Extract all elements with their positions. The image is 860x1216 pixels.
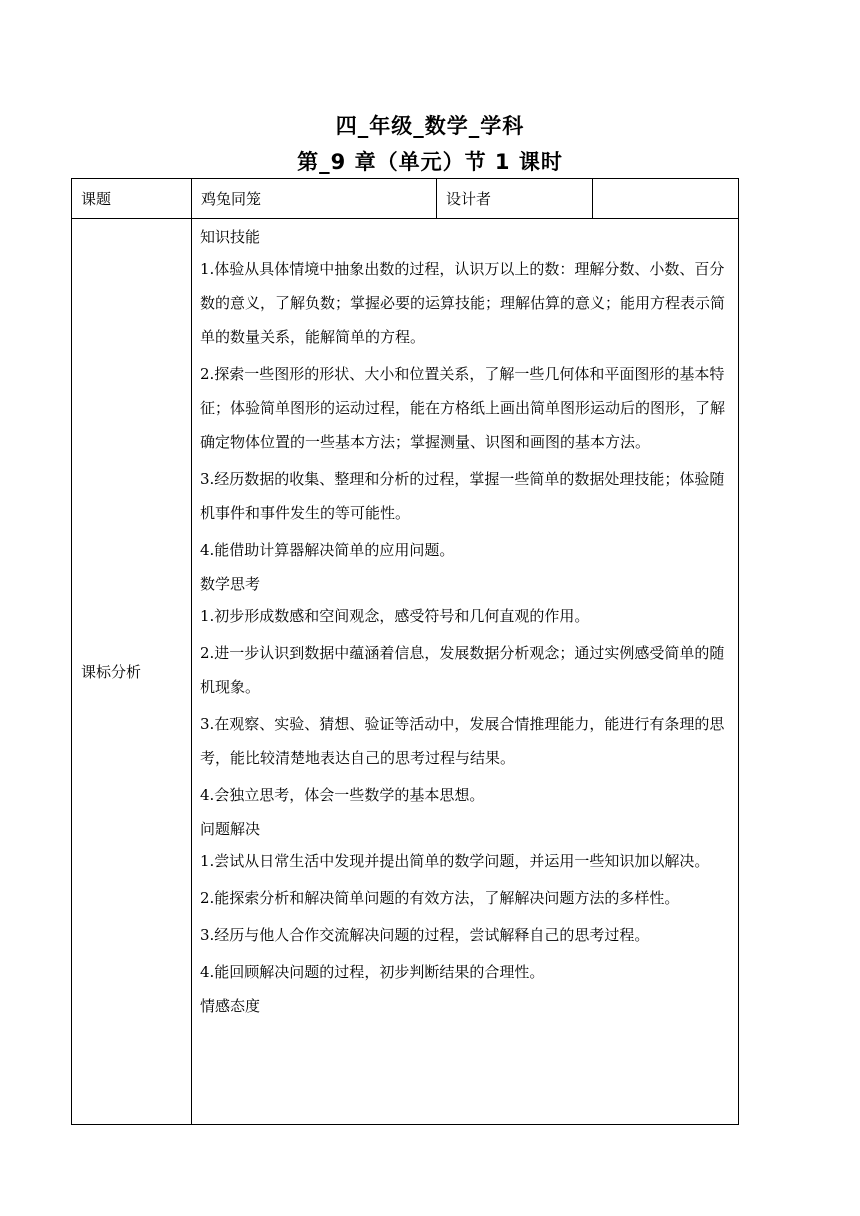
list-item: 1.尝试从日常生活中发现并提出简单的数学问题，并运用一些知识加以解决。 <box>200 852 710 870</box>
section-heading: 知识技能 <box>200 228 261 246</box>
list-item: 2.进一步认识到数据中蕴涵着信息，发展数据分析观念；通过实例感受简单的随机现象。 <box>200 644 725 696</box>
analysis-content <box>192 219 739 1125</box>
lesson-plan-table <box>71 178 739 1125</box>
header-title-chapter: 第_9 章（单元）节 1 课时 <box>297 150 563 174</box>
topic-value: 鸡兔同笼 <box>192 179 437 219</box>
topic-label: 课题 <box>72 179 192 219</box>
list-item: 4.能回顾解决问题的过程，初步判断结果的合理性。 <box>200 963 545 981</box>
section-heading: 情感态度 <box>200 997 261 1015</box>
section-heading: 问题解决 <box>200 820 261 838</box>
table-row-topic <box>72 179 739 219</box>
list-item: 4.会独立思考，体会一些数学的基本思想。 <box>200 786 485 804</box>
list-item: 3.经历与他人合作交流解决问题的过程，尝试解释自己的思考过程。 <box>200 926 650 944</box>
designer-value <box>593 179 739 219</box>
header-title-grade: 四_年级_数学_学科 <box>335 114 525 138</box>
list-item: 1.初步形成数感和空间观念，感受符号和几何直观的作用。 <box>200 607 590 625</box>
list-item: 3.经历数据的收集、整理和分析的过程，掌握一些简单的数据处理技能；体验随机事件和事件发生的等可能性。 <box>200 470 725 522</box>
list-item: 2.能探索分析和解决简单问题的有效方法，了解解决问题方法的多样性。 <box>200 889 680 907</box>
section-heading: 数学思考 <box>200 575 261 593</box>
table-row-analysis <box>72 219 739 1125</box>
list-item: 1.体验从具体情境中抽象出数的过程，认识万以上的数：理解分数、小数、百分数的意义，了解负数；掌握必要的运算技能；理解估算的意义；能用方程表示简单的数量关系，能解简单的方程。 <box>200 260 726 346</box>
list-item: 2.探索一些图形的形状、大小和位置关系，了解一些几何体和平面图形的基本特征；体验简单图形的运动过程，能在方格纸上画出简单图形运动后的图形，了解确定物体位置的一些基本方法；掌握测量、识图和画图的基本方法。 <box>200 365 726 451</box>
designer-label: 设计者 <box>437 179 593 219</box>
list-item: 3.在观察、实验、猜想、验证等活动中，发展合情推理能力，能进行有条理的思考，能比较清楚地表达自己的思考过程与结果。 <box>200 715 725 767</box>
list-item: 4.能借助计算器解决简单的应用问题。 <box>200 541 455 559</box>
analysis-label: 课标分析 <box>72 219 192 1125</box>
